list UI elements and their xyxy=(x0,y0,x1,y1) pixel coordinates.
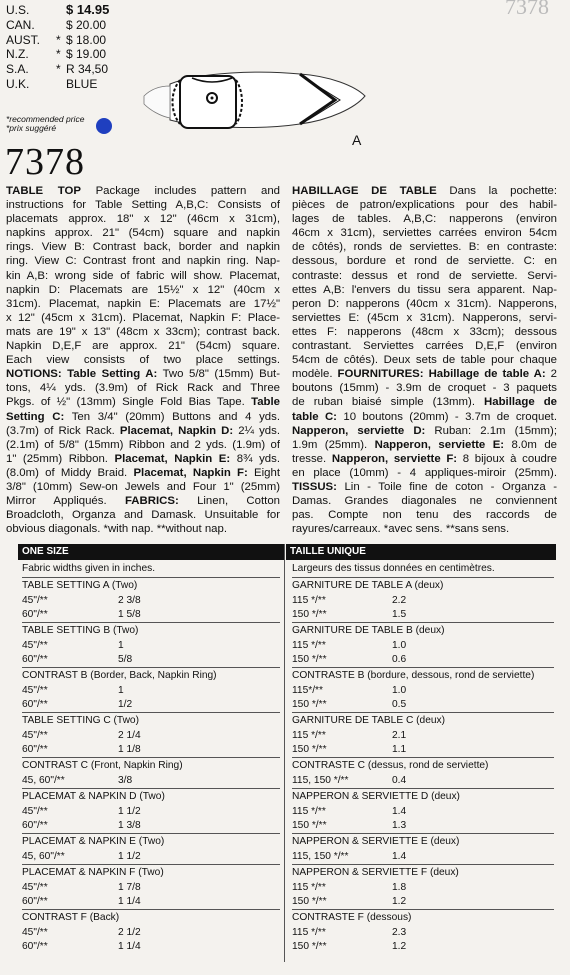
yardage-group-title: CONTRASTE F (dessous) xyxy=(292,912,412,923)
yardage-value: 1.2 xyxy=(392,896,407,907)
english-yardage-table xyxy=(22,561,280,954)
fabric-width: 115, 150 */** xyxy=(292,851,349,862)
description-line: napkins approx. 21" (54cm) square and napkin xyxy=(6,227,280,240)
yardage-group xyxy=(292,757,554,788)
description-line: tons, 4¼ yds. (3.9m) of Rick Rack and Three xyxy=(6,382,280,395)
fabric-width: 115*/** xyxy=(292,685,323,696)
description-line: 31cm). Placemat, napkin E: Placemats are 17½" xyxy=(6,297,280,310)
description-line: instructions for Table Setting A,B,C: Consists of xyxy=(6,199,280,212)
table-divider xyxy=(284,544,285,962)
yardage-value: 1 xyxy=(118,640,124,651)
table-row xyxy=(22,684,280,698)
fabric-width: 150 */** xyxy=(292,896,327,907)
fabric-width: 60"/** xyxy=(22,609,48,620)
table-row xyxy=(22,926,280,940)
yardage-group xyxy=(292,667,554,712)
fabric-width: 45"/** xyxy=(22,640,48,651)
fabric-width: 115 */** xyxy=(292,640,326,651)
yardage-group-title: NAPPERON & SERVIETTE F (deux) xyxy=(292,867,459,878)
description-line: serviettes E: (45cm x 31cm). Napperons, servi- xyxy=(292,311,557,324)
blue-price-dot xyxy=(96,118,112,134)
description-line: placemats approx. 18" x 12" (46cm x 31cm), xyxy=(6,213,280,226)
yardage-group xyxy=(22,757,280,788)
table-row xyxy=(292,608,554,622)
yardage-group xyxy=(292,577,554,622)
table-row xyxy=(292,805,554,819)
yardage-group xyxy=(22,712,280,757)
description-line: ettes A,B: l'envers du tissu sera apparent. Nap- xyxy=(292,283,557,296)
table-row xyxy=(292,698,554,712)
yardage-value: 1 1/4 xyxy=(118,941,141,952)
description-line: Setting C: Ten 3/4" (20mm) Buttons and 4 yds. xyxy=(6,410,280,423)
description-line: Each view consists of two place settings. xyxy=(6,354,280,367)
description-line: de côtés), ronds de serviettes. B: en contraste: xyxy=(292,241,557,254)
fabric-width: 45"/** xyxy=(22,927,48,938)
table-row xyxy=(292,729,554,743)
fabric-width: 60"/** xyxy=(22,941,48,952)
description-line: TISSUS: Lin - Toile fine de coton - Organza - xyxy=(292,480,557,493)
yardage-group-title: NAPPERON & SERVIETTE D (deux) xyxy=(292,791,460,802)
description-line: rings. View B: Contrast back, border and napkin xyxy=(6,241,280,254)
english-description xyxy=(6,184,280,536)
description-line: ettes F: napperons (48cm x 33cm); dessous xyxy=(292,325,557,338)
table-row xyxy=(22,881,280,895)
fabric-width: 115 */** xyxy=(292,882,326,893)
fabric-width: 60"/** xyxy=(22,699,48,710)
fabric-width: 150 */** xyxy=(292,609,327,620)
yardage-group xyxy=(22,667,280,712)
description-line: obvious diagonals. *with nap. **without nap. xyxy=(6,523,227,536)
yardage-group-title: CONTRAST C (Front, Napkin Ring) xyxy=(22,760,183,771)
table-row xyxy=(292,684,554,698)
yardage-value: 1.4 xyxy=(392,806,407,817)
yardage-group-title: PLACEMAT & NAPKIN E (Two) xyxy=(22,836,165,847)
description-line: HABILLAGE DE TABLE Dans la pochette: xyxy=(292,185,557,197)
fabric-width: 45"/** xyxy=(22,806,48,817)
table-row xyxy=(22,940,280,954)
yardage-group xyxy=(22,909,280,954)
yardage-value: 1.0 xyxy=(392,640,407,651)
description-line: de ruban biaisé simple (13mm). Habillage de xyxy=(292,396,557,409)
recommended-price-note: *recommended price xyxy=(6,114,85,124)
one-size-header: ONE SIZE xyxy=(18,544,284,560)
view-label: A xyxy=(352,132,362,148)
fabric-width: 115, 150 */** xyxy=(292,775,349,786)
table-row xyxy=(292,881,554,895)
fabric-width: 60"/** xyxy=(22,744,48,755)
table-row xyxy=(22,729,280,743)
yardage-group xyxy=(292,788,554,833)
description-line: Mirror Appliqués. FABRICS: Linen, Cotton xyxy=(6,495,280,508)
yardage-group-title: GARNITURE DE TABLE B (deux) xyxy=(292,625,445,636)
table-row xyxy=(292,743,554,757)
price-amount: BLUE xyxy=(66,77,98,91)
description-line: 3/8" (10mm) Sew-on Jewels and Four 1" (25mm) xyxy=(6,480,280,493)
description-line: lages de tables. A,B,C: napperons (environ xyxy=(292,213,557,226)
yardage-value: 1 1/2 xyxy=(118,806,141,817)
pattern-number: 7378 xyxy=(5,141,85,183)
description-line: kin A,B: wrong side of fabric will show. Placemat, xyxy=(6,269,280,282)
table-row xyxy=(292,594,554,608)
yardage-group xyxy=(292,909,554,954)
price-row xyxy=(6,63,108,75)
yardage-group xyxy=(22,622,280,667)
description-line: Pkgs. of ½" (13mm) Single Fold Bias Tape. Table xyxy=(6,396,280,409)
yardage-value: 2 1/4 xyxy=(118,730,141,741)
table-row xyxy=(22,805,280,819)
fabric-width: 150 */** xyxy=(292,654,327,665)
yardage-value: 1 1/4 xyxy=(118,896,141,907)
yardage-value: 1.8 xyxy=(392,882,407,893)
fabric-width: 115 */** xyxy=(292,595,326,606)
price-row xyxy=(6,4,109,16)
price-amount: R 34,50 xyxy=(66,62,109,77)
fabric-width: 150 */** xyxy=(292,699,327,710)
fabric-width: 45"/** xyxy=(22,595,48,606)
price-country: U.S. xyxy=(6,3,30,17)
yardage-value: 1.5 xyxy=(392,609,407,620)
yardage-value: 1 1/2 xyxy=(118,851,141,862)
description-line: contraste: dessus et rond de serviette. Servi- xyxy=(292,269,557,282)
description-line: ring. View C: Contrast front and napkin ring. Nap- xyxy=(6,255,280,268)
fabric-width: 45, 60"/** xyxy=(22,775,65,786)
fabric-width: 115 */** xyxy=(292,806,326,817)
yardage-value: 1.3 xyxy=(392,820,407,831)
table-row xyxy=(292,639,554,653)
description-line: Damas. Grandes diagonales ne conviennent xyxy=(292,495,557,508)
description-line: x 12" (45cm x 31cm). Placemat, Napkin F: Place- xyxy=(6,311,280,324)
description-line: boutons (15mm) - 3.9m de croquet - 3 paquets xyxy=(292,382,557,395)
fabric-width: 60"/** xyxy=(22,896,48,907)
yardage-value: 1 xyxy=(118,685,124,696)
description-line: (3.7m) of Rick Rack. Placemat, Napkin D: 2¼ yds. xyxy=(6,424,280,437)
table-row xyxy=(292,819,554,833)
description-line: 1" (25mm) Ribbon. Placemat, Napkin E: 8¾ yds. xyxy=(6,452,280,465)
table-row xyxy=(22,850,280,864)
description-line: Napkin D,E,F are approx. 21" (54cm) square. xyxy=(6,340,280,353)
yardage-group-title: PLACEMAT & NAPKIN F (Two) xyxy=(22,867,164,878)
description-line: napkin D: Placemats are 15½" x 12" (40cm x xyxy=(6,283,280,296)
yardage-group-title: NAPPERON & SERVIETTE E (deux) xyxy=(292,836,460,847)
yardage-group xyxy=(292,864,554,909)
description-line: en place (10mm) - 4 appliques-miroir (25mm). xyxy=(292,466,557,479)
price-star: * xyxy=(56,32,61,47)
yardage-value: 3/8 xyxy=(118,775,133,786)
fabric-width: 45, 60"/** xyxy=(22,851,65,862)
table-row xyxy=(292,940,554,954)
yardage-value: 2 3/8 xyxy=(118,595,141,606)
yardage-value: 1 7/8 xyxy=(118,882,141,893)
description-line: pièces de patron/explications pour des habil- xyxy=(292,199,557,212)
yardage-value: 2.1 xyxy=(392,730,407,741)
price-row xyxy=(6,19,106,31)
napkin-ring-illustration xyxy=(140,62,370,142)
description-line: peron D: napperons (40cm x 31cm). Napperons, xyxy=(292,297,557,310)
fabric-width: 150 */** xyxy=(292,941,327,952)
yardage-group xyxy=(22,577,280,622)
yardage-value: 1 3/8 xyxy=(118,820,141,831)
yardage-group-title: CONTRASTE B (bordure, dessous, rond de serviette) xyxy=(292,670,535,681)
table-row xyxy=(292,850,554,864)
description-line: dessous, bordure et rond de serviette. C: en xyxy=(292,255,557,268)
table-row xyxy=(292,926,554,940)
price-country: S.A. xyxy=(6,62,29,77)
fabric-width: 150 */** xyxy=(292,744,327,755)
table-row xyxy=(22,895,280,909)
suggested-price-note: *prix suggéré xyxy=(6,123,57,133)
fabric-width: 45"/** xyxy=(22,685,48,696)
price-row xyxy=(6,34,106,46)
taille-unique-header: TAILLE UNIQUE xyxy=(286,544,556,560)
table-row xyxy=(292,653,554,667)
description-line: NOTIONS: Table Setting A: Two 5/8" (15mm) But- xyxy=(6,368,280,381)
yardage-group-title: GARNITURE DE TABLE A (deux) xyxy=(292,580,444,591)
price-row xyxy=(6,78,97,90)
yardage-value: 1 5/8 xyxy=(118,609,141,620)
yardage-value: 0.6 xyxy=(392,654,407,665)
yardage-group xyxy=(292,712,554,757)
faint-pattern-number: 7378 xyxy=(505,0,549,19)
table-row xyxy=(292,774,554,788)
yardage-value: 1.2 xyxy=(392,941,407,952)
description-line: pas. Compte non tenu des raccords de xyxy=(292,509,557,522)
yardage-value: 0.5 xyxy=(392,699,407,710)
yardage-group xyxy=(22,864,280,909)
fabric-width: 45"/** xyxy=(22,882,48,893)
price-amount: $ 20.00 xyxy=(66,17,107,32)
table-row xyxy=(22,698,280,712)
price-amount: $ 14.95 xyxy=(66,2,110,17)
yardage-group-title: PLACEMAT & NAPKIN D (Two) xyxy=(22,791,165,802)
table-row xyxy=(292,895,554,909)
fabric-width: 115 */** xyxy=(292,927,326,938)
description-line: contrastant. Serviettes carrées D,E,F (environ xyxy=(292,340,557,353)
yardage-group-title: TABLE SETTING A (Two) xyxy=(22,580,138,591)
description-line: mats are 19" x 13" (48cm x 33cm); contrast back. xyxy=(6,325,280,338)
table-note: Largeurs des tissus données en centimètres. xyxy=(292,563,495,574)
price-country: N.Z. xyxy=(6,47,29,62)
price-star: * xyxy=(56,62,61,77)
description-line: (2.1m) of 5/8" (15mm) Ribbon and 2 yds. (1.9m) of xyxy=(6,438,280,451)
description-line: 1.9m (25mm). Napperon, serviette E: 8.0m de xyxy=(292,438,557,451)
yardage-group-title: TABLE SETTING C (Two) xyxy=(22,715,139,726)
table-row xyxy=(22,608,280,622)
description-line: 54cm de côtés). Deux sets de table pour chaque xyxy=(292,354,557,367)
yardage-group-title: CONTRAST B (Border, Back, Napkin Ring) xyxy=(22,670,217,681)
description-line: rayures/carreaux. *avec sens. **sans sens. xyxy=(292,523,510,536)
price-country: AUST. xyxy=(6,32,41,47)
fabric-width: 150 */** xyxy=(292,820,327,831)
yardage-group xyxy=(292,833,554,864)
description-line: TABLE TOP Package includes pattern and xyxy=(6,185,280,197)
yardage-value: 1.0 xyxy=(392,685,407,696)
yardage-group xyxy=(22,833,280,864)
price-country: CAN. xyxy=(6,17,35,32)
description-line: 46cm x 31cm), serviettes carrées environ 54cm xyxy=(292,227,557,240)
table-row xyxy=(22,639,280,653)
yardage-value: 2.3 xyxy=(392,927,407,938)
table-row xyxy=(22,774,280,788)
french-description xyxy=(292,184,557,536)
price-star: * xyxy=(56,47,61,62)
fabric-width: 115 */** xyxy=(292,730,326,741)
yardage-group-title: GARNITURE DE TABLE C (deux) xyxy=(292,715,446,726)
yardage-value: 0.4 xyxy=(392,775,407,786)
table-row xyxy=(22,743,280,757)
description-line: (8.0m) of Middy Braid. Placemat, Napkin F: Eight xyxy=(6,466,280,479)
yardage-group xyxy=(22,788,280,833)
yardage-value: 5/8 xyxy=(118,654,133,665)
price-country: U.K. xyxy=(6,77,30,91)
yardage-value: 1.4 xyxy=(392,851,407,862)
price-amount: $ 18.00 xyxy=(66,32,107,47)
fabric-width: 60"/** xyxy=(22,820,48,831)
yardage-group-title: TABLE SETTING B (Two) xyxy=(22,625,139,636)
table-row xyxy=(22,594,280,608)
yardage-group-title: CONTRASTE C (dessus, rond de serviette) xyxy=(292,760,489,771)
yardage-value: 2.2 xyxy=(392,595,407,606)
french-yardage-table xyxy=(292,561,554,954)
price-amount: $ 19.00 xyxy=(66,47,107,62)
description-line: table C: 10 boutons (20mm) - 3.7m de croquet. xyxy=(292,410,557,423)
price-row xyxy=(6,48,106,60)
yardage-value: 2 1/2 xyxy=(118,927,141,938)
table-note: Fabric widths given in inches. xyxy=(22,563,156,574)
table-row xyxy=(22,819,280,833)
description-line: Napperon, serviette D: Ruban: 2.1m (15mm); xyxy=(292,424,557,437)
fabric-width: 60"/** xyxy=(22,654,48,665)
fabric-width: 45"/** xyxy=(22,730,48,741)
yardage-group-title: CONTRAST F (Back) xyxy=(22,912,120,923)
description-line: modèle. FOURNITURES: Habillage de table A: 2 xyxy=(292,368,557,381)
description-line: Broadcloth, Organza and Damask. Unsuitable for xyxy=(6,509,280,522)
yardage-value: 1 1/8 xyxy=(118,744,141,755)
table-row xyxy=(22,653,280,667)
yardage-value: 1/2 xyxy=(118,699,133,710)
description-line: tresse. Napperon, serviette F: 8 bijoux à coudre xyxy=(292,452,557,465)
yardage-group xyxy=(292,622,554,667)
yardage-value: 1.1 xyxy=(392,744,407,755)
